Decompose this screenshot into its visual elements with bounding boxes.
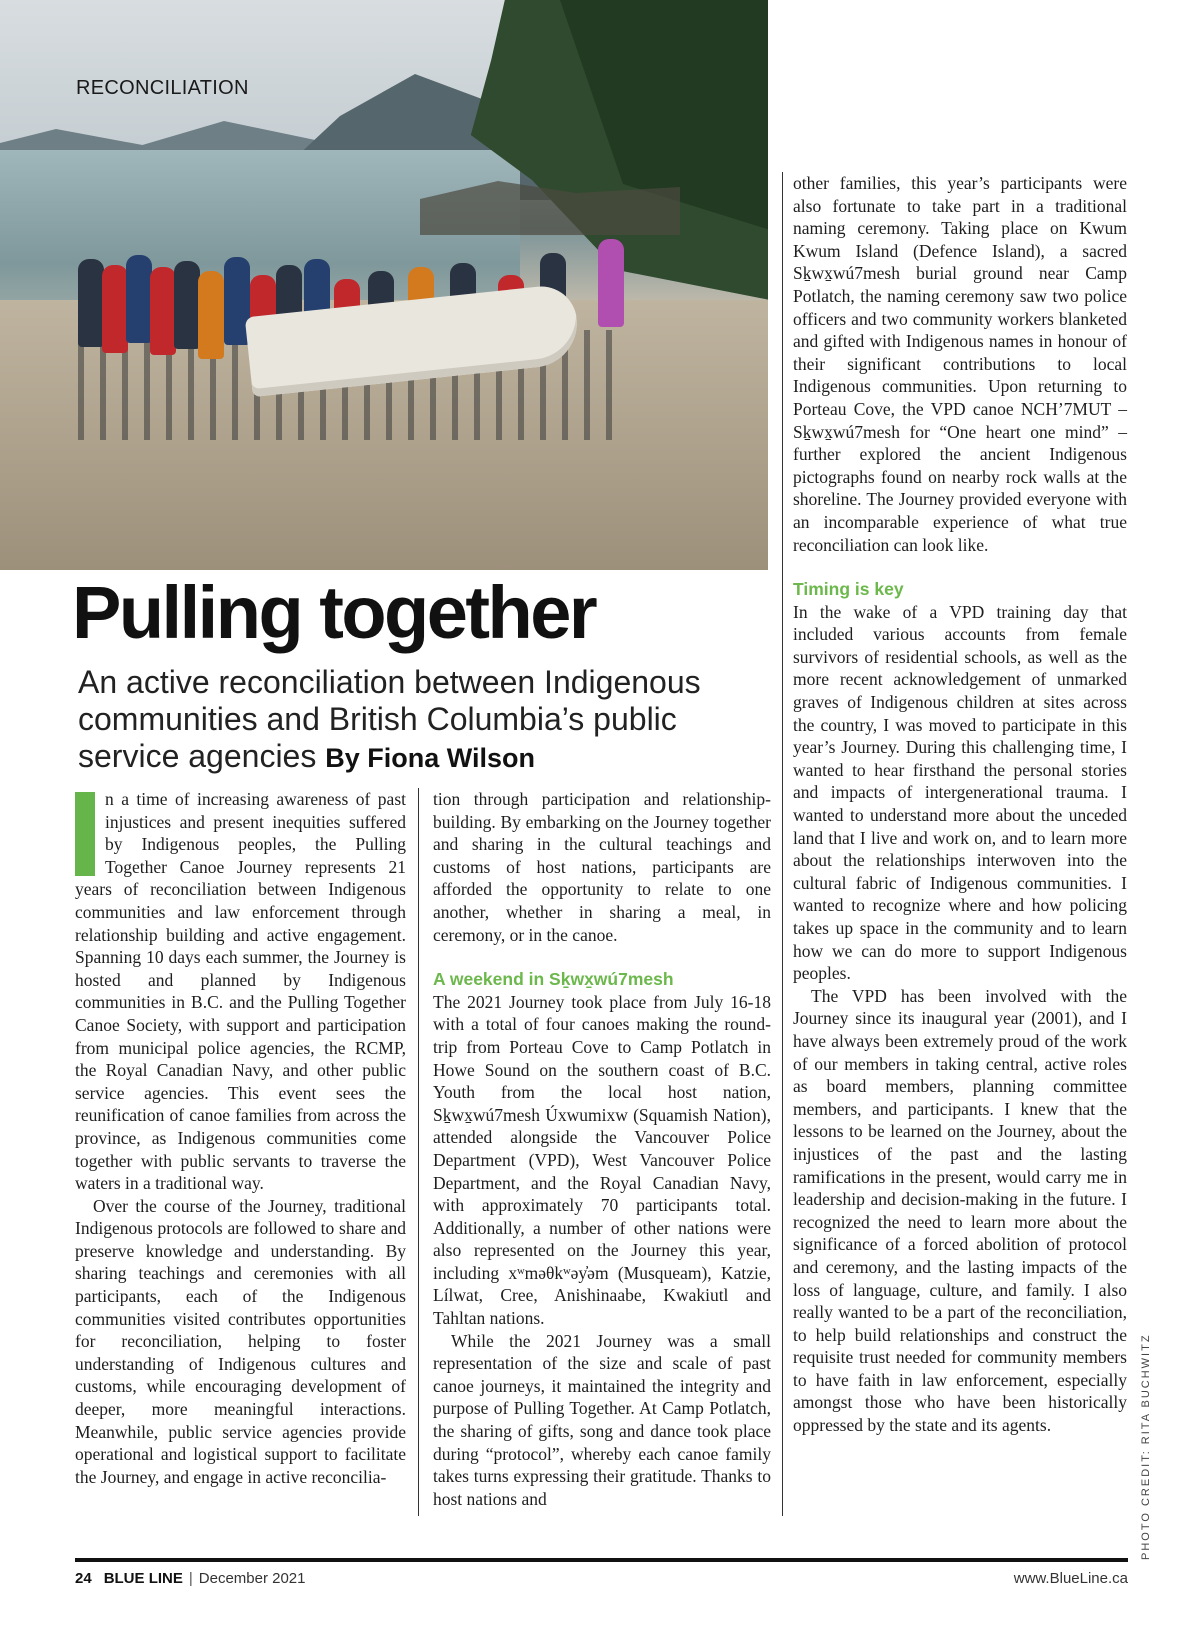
paragraph	[75, 788, 406, 1195]
publication-name: BLUE LINE	[103, 1570, 183, 1587]
section-label: RECONCILIATION	[76, 77, 249, 99]
paragraph: The 2021 Journey took place from July 16-18 with a total of four canoes making the round-trip from Porteau Cove to Camp Potlatch in Howe Sound on the southern coast of B.C. Youth from the local host nation, Sḵwx̱wú7mesh Úxwumixw (Squamish Nation), attended alongside the Vancouver Police Department (VPD), West Vancouver Police Department, and the Royal Canadian Navy, with approximately 70 participants total. Additionally, a number of other nations were also represented on the Journey this year, including xʷməθkʷəy̓əm (Musqueam), Katzie, Lílwat, Cree, Anishinaabe, Kwakiutl and Tahltan nations.	[433, 991, 771, 1329]
photo-credit: PHOTO CREDIT: RITA BUCHWITZ	[1140, 1333, 1152, 1560]
column-divider	[782, 172, 783, 1516]
footer-rule	[75, 1558, 1128, 1562]
paragraph-text: n a time of increasing awareness of past injustices and present inequities suffered by Indigenous peoples, the Pulling Together Canoe Journey represents 21 years of reconciliation between Indigenous communities and law enforcement through relationship building and active engagement. Spanning 10 days each summer, the Journey is hosted and planned by Indigenous communities in B.C. and the Pulling Together Canoe Society, with support and participation from municipal police agencies, the RCMP, the Royal Canadian Navy, and other public service agencies. This event sees the reunification of canoe families from across the province, as Indigenous communities come together with public servants to traverse the waters in a traditional way.	[75, 789, 406, 1194]
paragraph: other families, this year’s participants were also fortunate to take part in a traditional naming ceremony. Taking place on Kwum Kwum Island (Defence Island), a sacred Sḵwx̱wú7mesh burial ground near Camp Potlatch, the naming ceremony saw two police officers and two community workers blanketed and gifted with Indigenous names in honour of their significant contributions to local Indigenous communities. Upon returning to Porteau Cove, the VPD canoe NCH’7MUT – Sḵwx̱wú7mesh for “One heart one mind” – further explored the ancient Indigenous pictographs found on nearby rock walls at the shoreline. The Journey provided everyone with an incomparable experience of what true reconciliation can look like.	[793, 173, 1127, 555]
website-link[interactable]: www.BlueLine.ca	[1013, 1570, 1128, 1587]
paragraph: While the 2021 Journey was a small representation of the size and scale of past canoe journeys, it maintained the integrity and purpose of Pulling Together. At Camp Potlatch, the sharing of gifts, song and dance took place during “protocol”, whereby each canoe family takes turns expressing their gratitude. Thanks to host nations and	[433, 1330, 771, 1509]
drop-cap-bar	[75, 792, 95, 876]
page-number: 24	[75, 1570, 92, 1587]
byline: By Fiona Wilson	[325, 743, 535, 773]
deck	[78, 664, 758, 777]
footer-left	[75, 1570, 306, 1587]
paragraph: Over the course of the Journey, traditional Indigenous protocols are followed to share and preserve knowledge and understanding. By sharing teachings and ceremonies with all participants, each of the Indigenous communities visited contributes opportunities for reconciliation, helping to foster understanding of Indigenous cultures and customs, while encouraging development of deeper, more meaningful interactions. Meanwhile, public service agencies provide operational and logistical support to facilitate the Journey, and engage in active reconcilia-	[75, 1195, 406, 1487]
paragraph: tion through participation and relationship-building. By embarking on the Journey together and sharing in the cultural teachings and customs of host nations, participants are afforded the opportunity to relate to one another, whether in sharing a meal, in ceremony, or in the canoe.	[433, 789, 771, 945]
headline: Pulling together	[72, 571, 596, 654]
subhead: A weekend in Sḵwx̱wú7mesh	[433, 969, 674, 990]
article-column-1	[75, 788, 406, 1488]
paragraph: The VPD has been involved with the Journey since its inaugural year (2001), and I have always been extremely proud of the work of our members in taking central, active roles as board members, planning committee members, and participants. I knew that the lessons to be learned on the Journey, about the injustices of the past and the lasting ramifications in the present, would carry me in leadership and decision-making in the future. I recognized the need to learn more about the significance of a forced abolition of protocol and ceremony, and the lasting impacts of the loss of language, culture, and family. I also really wanted to be a part of the reconciliation, to help build relationships and construct the requisite trust needed for community members to have faith in law enforcement, especially amongst those who have been historically oppressed by the state and its agents.	[793, 985, 1127, 1436]
footer-separator: |	[188, 1570, 193, 1587]
issue-date: December 2021	[198, 1570, 306, 1587]
paragraph: In the wake of a VPD training day that included various accounts from female survivors of residential schools, as well as the more recent acknowledgement of unmarked graves of Indigenous children at sites across the country, I was moved to participate in this year’s Journey. During this challenging time, I wanted to hear firsthand the personal stories and impacts of intergenerational trauma. I wanted to understand more about the unceded land that I live and work on, and to learn more about the relationships interwoven into the cultural fabric of Indigenous communities. I wanted to recognize where and how policing takes up space in the community and to learn how we can do more to support Indigenous peoples.	[793, 601, 1127, 984]
article-column-2	[433, 788, 771, 1510]
subhead: Timing is key	[793, 579, 904, 600]
article-column-3	[793, 172, 1127, 1437]
deck-text: An active reconciliation between Indigenous communities and British Columbia’s public service agencies	[78, 664, 701, 774]
column-divider	[418, 788, 419, 1516]
